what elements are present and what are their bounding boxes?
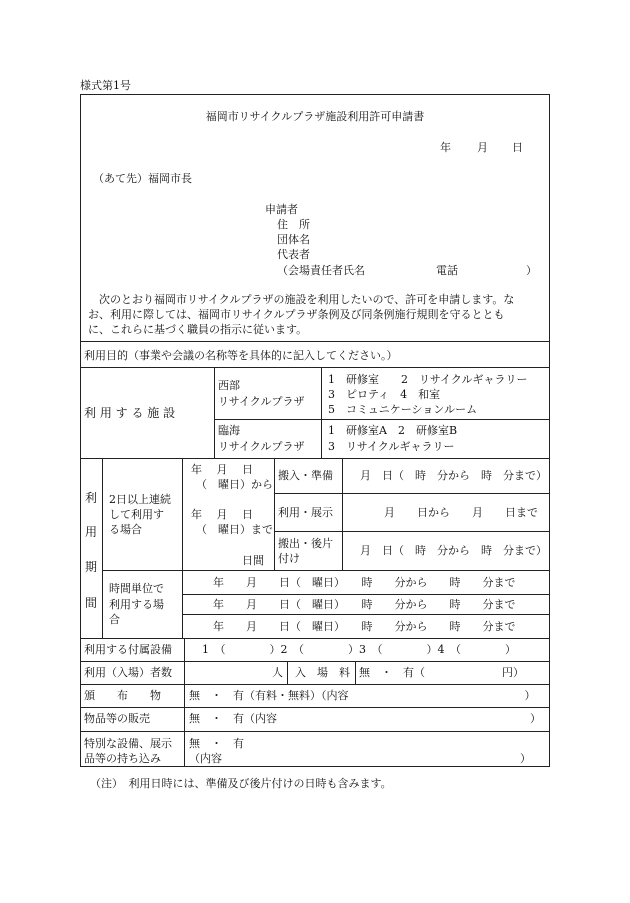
attendance-label: 利用（入場）者数	[84, 666, 172, 679]
distribution-label: 頒 布 物	[84, 689, 161, 702]
period-label-4: 間	[85, 596, 98, 610]
teardown-label-1: 搬出・後片	[278, 537, 333, 550]
start-weekday: （ 曜日）から	[196, 478, 273, 491]
east-plaza-name-1: 臨海	[218, 424, 240, 437]
use-label: 利用・展示	[278, 506, 333, 519]
hourly-label-2: 利用する場	[109, 598, 164, 611]
addressee: （あて先）福岡市長	[93, 172, 192, 185]
fee-value: 無 ・ 有（ 円）	[359, 666, 524, 679]
special-label-1: 特別な設備、展示	[84, 737, 172, 750]
east-rooms-2: 3 リサイクルギャラリー	[328, 440, 455, 453]
intro-line-1: 次のとおり福岡市リサイクルプラザの施設を利用したいので、許可を申請します。な	[88, 293, 515, 306]
west-rooms-2: 3 ピロティ 4 和室	[328, 388, 441, 401]
end-date: 年 月 日	[191, 508, 253, 521]
period-label-2: 用	[85, 525, 98, 539]
hourly-row-2: 年 月 日（ 曜日） 時 分から 時 分まで	[213, 598, 516, 611]
intro-line-3: に、これらに基づく職員の指示に従います。	[88, 323, 308, 336]
equipment-label: 利用する付属設備	[84, 643, 172, 656]
applicant-address-label: 住 所	[277, 218, 310, 231]
end-weekday: （ 曜日）まで	[196, 523, 273, 536]
form-number: 様式第1号	[80, 79, 131, 92]
east-plaza-name-2: リサイクルプラザ	[218, 440, 305, 453]
hourly-row-1: 年 月 日（ 曜日） 時 分から 時 分まで	[213, 576, 516, 589]
multi-day-label-2: して利用す	[109, 508, 164, 521]
west-rooms-1: 1 研修室 2 リサイクルギャラリー	[328, 373, 528, 386]
date-month: 月	[477, 141, 488, 154]
applicant-organization-label: 団体名	[277, 233, 310, 246]
purpose-label: 利用目的（事業や会議の名称等を具体的に記入してください。）	[84, 349, 398, 362]
applicant-phone-label: 電話	[436, 264, 458, 277]
form-title: 福岡市リサイクルプラザ施設利用許可申請書	[205, 110, 425, 123]
multi-day-label-3: る場合	[109, 523, 142, 536]
days-label: 日間	[242, 554, 264, 567]
use-value: 月 日から 月 日まで	[384, 506, 538, 519]
date-day: 日	[512, 141, 523, 154]
east-rooms-1: 1 研修室A 2 研修室B	[328, 424, 458, 437]
special-close-paren: ）	[520, 752, 531, 765]
setup-label: 搬入・準備	[278, 469, 333, 482]
west-rooms-3: 5 コミュニケーションルーム	[328, 403, 478, 416]
special-label-2: 品等の持ち込み	[84, 752, 161, 765]
applicant-representative-label: 代表者	[277, 248, 310, 261]
special-value-2: （内容	[189, 752, 222, 765]
intro-line-2: お、利用に際しては、福岡市リサイクルプラザ条例及び同条例施行規則を守るととも	[88, 308, 505, 321]
period-label-3: 期	[85, 560, 98, 574]
period-label-1: 利	[85, 491, 98, 505]
equipment-value: 1 （ ）2 （ ）3 （ ）4 （ ）	[202, 643, 516, 656]
hourly-label-1: 時間単位で	[109, 582, 164, 595]
start-date: 年 月 日	[191, 463, 253, 476]
multi-day-label-1: 2日以上連続	[109, 493, 171, 506]
applicant-close-paren: ）	[526, 264, 537, 277]
teardown-value: 月 日（ 時 分から 時 分まで）	[360, 544, 547, 557]
date-year: 年	[440, 141, 451, 154]
west-plaza-name-1: 西部	[218, 379, 240, 392]
special-value-1: 無 ・ 有	[189, 737, 244, 750]
fee-label: 入 場 料	[295, 666, 350, 679]
west-plaza-name-2: リサイクルプラザ	[218, 395, 305, 408]
distribution-value: 無 ・ 有（有料・無料）（内容 ）	[189, 689, 536, 702]
hourly-label-3: 合	[109, 613, 120, 626]
attendance-unit: 人	[272, 666, 283, 679]
facility-label: 利 用 す る 施 設	[84, 406, 176, 420]
teardown-label-2: 付け	[278, 552, 300, 565]
applicant-manager-label: （会場責任者氏名	[277, 264, 365, 277]
setup-value: 月 日（ 時 分から 時 分まで）	[360, 469, 547, 482]
sales-value: 無 ・ 有（内容 ）	[189, 712, 541, 725]
hourly-row-3: 年 月 日（ 曜日） 時 分から 時 分まで	[213, 620, 516, 633]
applicant-label: 申請者	[265, 203, 298, 216]
sales-label: 物品等の販売	[84, 712, 150, 725]
footnote: （注） 利用日時には、準備及び後片付けの日時も含みます。	[90, 777, 392, 790]
